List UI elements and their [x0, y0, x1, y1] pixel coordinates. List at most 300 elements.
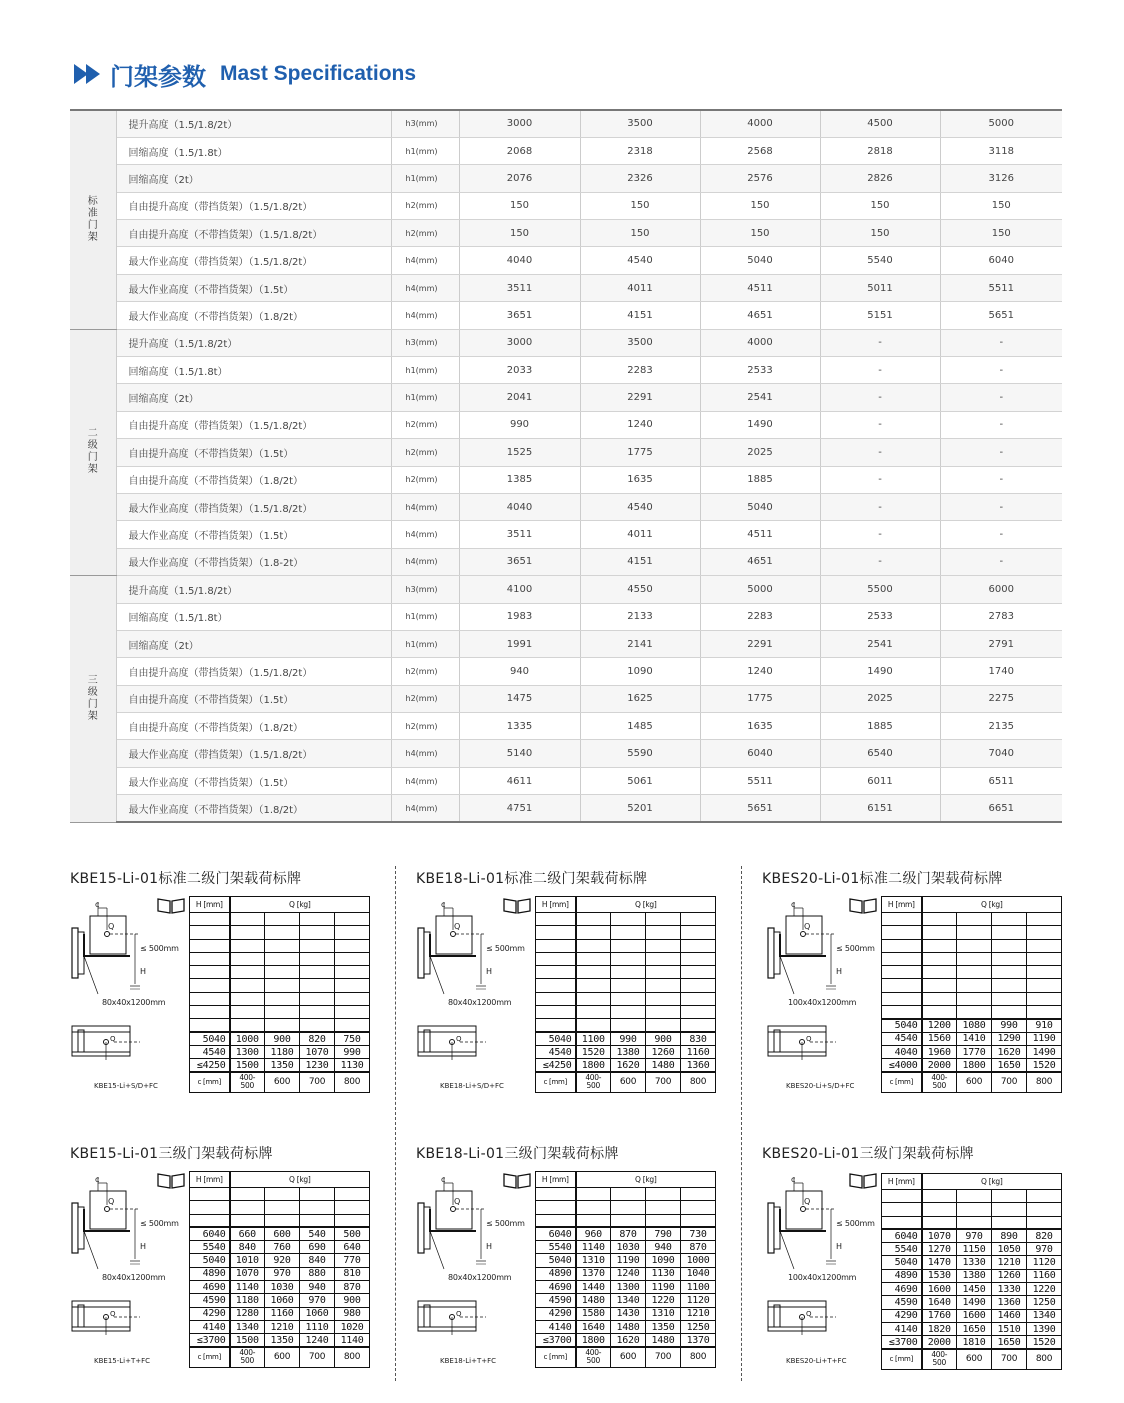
load-capacity: 2000	[922, 1059, 957, 1072]
spec-label: 自由提升高度（带挡货架）（1.5/1.8/2t）	[116, 192, 391, 219]
spec-value: 5511	[940, 274, 1062, 301]
empty-row	[882, 992, 1062, 1005]
load-row	[882, 1269, 1062, 1282]
empty-row	[190, 913, 370, 926]
spec-row	[70, 521, 1062, 548]
spec-row	[70, 576, 1062, 603]
spec-value: 4540	[580, 493, 700, 520]
load-capacity: 970	[265, 1267, 300, 1280]
spec-value: 4500	[820, 110, 940, 137]
load-height: 4140	[536, 1320, 576, 1333]
load-table	[189, 1171, 370, 1368]
load-capacity: 1210	[265, 1320, 300, 1333]
load-capacity: 730	[681, 1227, 716, 1240]
spec-value: 1775	[700, 685, 820, 712]
load-capacity: 1140	[335, 1334, 370, 1347]
load-height: 5040	[536, 1032, 576, 1045]
load-row	[882, 1019, 1062, 1032]
empty-row	[882, 966, 1062, 979]
empty-row	[536, 926, 716, 939]
load-capacity: 1130	[335, 1059, 370, 1072]
load-capacity: 990	[611, 1032, 646, 1045]
spec-value: 3651	[459, 302, 580, 329]
load-capacity: 900	[265, 1032, 300, 1045]
empty-row	[882, 1006, 1062, 1019]
load-table	[881, 896, 1062, 1093]
load-center: 400- 500	[922, 1072, 957, 1092]
q-symbol-plan: Q	[110, 1310, 116, 1318]
spec-group-label: 三级门架	[70, 576, 116, 823]
load-capacity: 1760	[922, 1309, 957, 1322]
load-row	[882, 1283, 1062, 1296]
load-table-header	[536, 1172, 716, 1188]
load-capacity: 820	[300, 1032, 335, 1045]
empty-row	[190, 1006, 370, 1019]
load-capacity: 1440	[576, 1281, 611, 1294]
load-capacity: 1650	[957, 1322, 992, 1335]
empty-row	[190, 952, 370, 965]
h-symbol: H	[486, 1242, 492, 1251]
h-header: H [mm]	[882, 1174, 922, 1190]
load-capacity: 1070	[300, 1045, 335, 1058]
spec-symbol: h1(mm)	[391, 137, 459, 164]
load-height: 4290	[190, 1307, 230, 1320]
load-capacity: 1120	[1027, 1256, 1062, 1269]
load-capacity: 1430	[611, 1307, 646, 1320]
load-center: 400- 500	[922, 1349, 957, 1369]
load-capacity: 820	[1027, 1229, 1062, 1242]
load-capacity: 940	[646, 1241, 681, 1254]
spec-label: 最大作业高度（不带挡货架）（1.5t）	[116, 274, 391, 301]
c-dim-symbol: c	[95, 900, 100, 909]
load-center: 700	[992, 1349, 1027, 1369]
load-capacity: 1520	[1027, 1059, 1062, 1072]
load-chart-title: KBE18-Li-01三级门架载荷标牌	[416, 1146, 619, 1162]
load-height: 4690	[190, 1281, 230, 1294]
load-capacity: 1150	[957, 1243, 992, 1256]
spec-value: -	[820, 411, 940, 438]
load-capacity: 1070	[922, 1229, 957, 1242]
spec-row	[70, 630, 1062, 657]
load-height: 4590	[536, 1294, 576, 1307]
load-height: 4540	[190, 1045, 230, 1058]
empty-row	[536, 1201, 716, 1214]
empty-row	[536, 1214, 716, 1227]
model-code: KBES20-Li+S/D+FC	[786, 1082, 855, 1090]
spec-row	[70, 548, 1062, 575]
dim-label: ≤ 500mm	[486, 1219, 525, 1228]
load-row	[536, 1059, 716, 1072]
load-capacity: 1640	[576, 1320, 611, 1333]
spec-value: 3000	[459, 110, 580, 137]
h-header: H [mm]	[536, 897, 576, 913]
load-capacity: 1370	[681, 1334, 716, 1347]
spec-symbol: h3(mm)	[391, 110, 459, 137]
load-center: 600	[957, 1072, 992, 1092]
empty-row	[190, 1019, 370, 1032]
spec-value: 2076	[459, 165, 580, 192]
load-center: 600	[611, 1347, 646, 1367]
load-capacity: 1000	[681, 1254, 716, 1267]
load-capacity: 1160	[265, 1307, 300, 1320]
spec-row	[70, 685, 1062, 712]
forklift-diagram	[70, 894, 188, 1094]
spec-label: 最大作业高度（不带挡货架）（1.5t）	[116, 521, 391, 548]
load-row	[190, 1281, 370, 1294]
load-center-row	[536, 1347, 716, 1367]
load-capacity: 1470	[922, 1256, 957, 1269]
spec-value: 2326	[580, 165, 700, 192]
q-symbol-plan: Q	[110, 1035, 116, 1043]
spec-value: 1485	[580, 713, 700, 740]
spec-value: 1885	[700, 466, 820, 493]
mast-spec-table	[70, 109, 1062, 823]
load-row	[882, 1032, 1062, 1045]
load-capacity: 770	[335, 1254, 370, 1267]
empty-row	[882, 979, 1062, 992]
spec-value: 4540	[580, 247, 700, 274]
empty-row	[190, 992, 370, 1005]
spec-symbol: h2(mm)	[391, 466, 459, 493]
spec-value: -	[820, 548, 940, 575]
spec-value: 5500	[820, 576, 940, 603]
h-symbol: H	[140, 967, 146, 976]
load-table-header	[536, 897, 716, 913]
spec-value: 1335	[459, 713, 580, 740]
spec-label: 最大作业高度（不带挡货架）（1.8/2t）	[116, 795, 391, 822]
load-capacity: 1620	[611, 1334, 646, 1347]
load-capacity: 1340	[1027, 1309, 1062, 1322]
spec-value: 7040	[940, 740, 1062, 767]
load-row	[190, 1334, 370, 1347]
spec-value: 2818	[820, 137, 940, 164]
load-capacity: 1120	[681, 1294, 716, 1307]
load-capacity: 1450	[957, 1283, 992, 1296]
load-height: 6040	[536, 1227, 576, 1240]
load-capacity: 1180	[230, 1294, 265, 1307]
load-center: 700	[646, 1347, 681, 1367]
load-capacity: 2000	[922, 1336, 957, 1349]
spec-row	[70, 274, 1062, 301]
spec-symbol: h4(mm)	[391, 795, 459, 822]
spec-label: 提升高度（1.5/1.8/2t）	[116, 576, 391, 603]
h-symbol: H	[836, 967, 842, 976]
spec-value: -	[940, 466, 1062, 493]
load-row	[190, 1032, 370, 1045]
empty-row	[882, 952, 1062, 965]
load-capacity: 1490	[957, 1296, 992, 1309]
q-header: Q [kg]	[576, 897, 716, 913]
load-height: 4690	[536, 1281, 576, 1294]
load-row	[536, 1045, 716, 1058]
load-capacity: 990	[335, 1045, 370, 1058]
load-center: 700	[300, 1347, 335, 1367]
spec-value: 2041	[459, 384, 580, 411]
load-center: 700	[300, 1072, 335, 1092]
spec-value: 4651	[700, 548, 820, 575]
spec-symbol: h2(mm)	[391, 658, 459, 685]
spec-value: 2025	[700, 439, 820, 466]
load-capacity: 1800	[957, 1059, 992, 1072]
load-capacity: 1240	[300, 1334, 335, 1347]
spec-value: 2135	[940, 713, 1062, 740]
spec-row	[70, 411, 1062, 438]
load-center: 400- 500	[576, 1072, 611, 1092]
empty-row	[882, 1203, 1062, 1216]
manual-book-icon	[848, 1172, 878, 1190]
q-symbol-plan: Q	[806, 1035, 812, 1043]
spec-value: 5040	[700, 493, 820, 520]
load-chart-card	[762, 868, 1082, 1098]
spec-value: 5061	[580, 767, 700, 794]
load-capacity: 1090	[646, 1254, 681, 1267]
load-row	[190, 1241, 370, 1254]
load-row	[536, 1281, 716, 1294]
load-row	[536, 1267, 716, 1280]
load-center: 400- 500	[230, 1347, 265, 1367]
load-capacity: 1520	[576, 1045, 611, 1058]
spec-symbol: h3(mm)	[391, 329, 459, 356]
load-capacity: 1460	[992, 1309, 1027, 1322]
fork-size: 80x40x1200mm	[448, 998, 512, 1007]
load-capacity: 1650	[992, 1336, 1027, 1349]
load-capacity: 1220	[646, 1294, 681, 1307]
load-capacity: 1140	[230, 1281, 265, 1294]
spec-value: 2133	[580, 603, 700, 630]
load-capacity: 1240	[611, 1267, 646, 1280]
spec-value: -	[940, 411, 1062, 438]
spec-symbol: h1(mm)	[391, 357, 459, 384]
spec-value: 5201	[580, 795, 700, 822]
spec-value: 4040	[459, 493, 580, 520]
spec-value: 3126	[940, 165, 1062, 192]
c-dim-symbol: c	[791, 1175, 796, 1184]
spec-value: -	[820, 329, 940, 356]
spec-symbol: h2(mm)	[391, 411, 459, 438]
fork-size: 100x40x1200mm	[788, 998, 857, 1007]
spec-row	[70, 165, 1062, 192]
h-header: H [mm]	[536, 1172, 576, 1188]
load-table-header	[882, 897, 1062, 913]
load-capacity: 900	[646, 1032, 681, 1045]
load-table	[535, 1171, 716, 1368]
spec-value: 4511	[700, 521, 820, 548]
empty-row	[882, 913, 1062, 926]
c-label: c [mm]	[882, 1349, 922, 1369]
load-height: 5540	[190, 1241, 230, 1254]
load-capacity: 1010	[230, 1254, 265, 1267]
load-row	[882, 1322, 1062, 1335]
empty-row	[536, 1006, 716, 1019]
q-symbol: Q	[454, 922, 461, 931]
spec-value: 150	[940, 192, 1062, 219]
load-height: ≤3700	[190, 1334, 230, 1347]
spec-value: 6540	[820, 740, 940, 767]
empty-row	[190, 1214, 370, 1227]
spec-value: 3500	[580, 329, 700, 356]
dim-label: ≤ 500mm	[836, 1219, 875, 1228]
load-row	[190, 1307, 370, 1320]
q-symbol: Q	[804, 1197, 811, 1206]
load-capacity: 1280	[230, 1307, 265, 1320]
load-capacity: 760	[265, 1241, 300, 1254]
load-height: ≤3700	[882, 1336, 922, 1349]
spec-value: 4751	[459, 795, 580, 822]
spec-value: 2533	[820, 603, 940, 630]
load-height: 6040	[190, 1227, 230, 1240]
load-capacity: 1390	[1027, 1322, 1062, 1335]
load-row	[190, 1254, 370, 1267]
load-capacity: 540	[300, 1227, 335, 1240]
load-capacity: 1650	[992, 1059, 1027, 1072]
spec-value: 1991	[459, 630, 580, 657]
load-capacity: 960	[576, 1227, 611, 1240]
dim-label: ≤ 500mm	[836, 944, 875, 953]
spec-value: 150	[820, 220, 940, 247]
forklift-diagram	[762, 894, 880, 1094]
spec-value: 4100	[459, 576, 580, 603]
spec-value: 150	[820, 192, 940, 219]
empty-row	[536, 1019, 716, 1032]
h-symbol: H	[486, 967, 492, 976]
load-capacity: 1130	[646, 1267, 681, 1280]
spec-value: 5651	[700, 795, 820, 822]
spec-group-label: 标准门架	[70, 110, 116, 329]
load-chart-title: KBES20-Li-01标准二级门架载荷标牌	[762, 871, 1003, 887]
load-row	[536, 1320, 716, 1333]
model-code: KBE18-Li+S/D+FC	[440, 1082, 504, 1090]
spec-symbol: h2(mm)	[391, 220, 459, 247]
spec-symbol: h1(mm)	[391, 630, 459, 657]
spec-label: 自由提升高度（带挡货架）（1.5/1.8/2t）	[116, 658, 391, 685]
load-capacity: 1260	[992, 1269, 1027, 1282]
empty-row	[882, 1190, 1062, 1203]
empty-row	[536, 979, 716, 992]
spec-label: 提升高度（1.5/1.8/2t）	[116, 329, 391, 356]
load-capacity: 1190	[1027, 1032, 1062, 1045]
spec-value: 3651	[459, 548, 580, 575]
section-title	[74, 58, 416, 90]
model-code: KBE15-Li+S/D+FC	[94, 1082, 158, 1090]
load-height: 4890	[882, 1269, 922, 1282]
load-chart-card	[70, 868, 390, 1098]
spec-label: 最大作业高度（不带挡货架）（1.8-2t）	[116, 548, 391, 575]
spec-value: 5651	[940, 302, 1062, 329]
dim-label: ≤ 500mm	[486, 944, 525, 953]
spec-value: 150	[700, 192, 820, 219]
load-center-row	[882, 1072, 1062, 1092]
load-capacity: 1270	[922, 1243, 957, 1256]
empty-row	[536, 952, 716, 965]
manual-book-icon	[502, 1172, 532, 1190]
load-capacity: 1480	[646, 1059, 681, 1072]
spec-value: 150	[940, 220, 1062, 247]
load-capacity: 1160	[681, 1045, 716, 1058]
load-capacity: 1310	[576, 1254, 611, 1267]
spec-value: 2533	[700, 357, 820, 384]
spec-value: 2291	[700, 630, 820, 657]
spec-value: 1475	[459, 685, 580, 712]
spec-value: 1090	[580, 658, 700, 685]
q-symbol-plan: Q	[456, 1035, 462, 1043]
load-table-header	[882, 1174, 1062, 1190]
load-capacity: 1410	[957, 1032, 992, 1045]
spec-value: -	[820, 493, 940, 520]
load-row	[190, 1227, 370, 1240]
fork-size: 80x40x1200mm	[102, 1273, 166, 1282]
load-height: 5040	[190, 1254, 230, 1267]
load-height: 4890	[536, 1267, 576, 1280]
load-capacity: 1100	[681, 1281, 716, 1294]
load-capacity: 1490	[1027, 1045, 1062, 1058]
load-capacity: 1300	[230, 1045, 265, 1058]
load-height: 5540	[882, 1243, 922, 1256]
spec-value: 5000	[940, 110, 1062, 137]
spec-row	[70, 740, 1062, 767]
load-height: 4290	[882, 1309, 922, 1322]
spec-symbol: h3(mm)	[391, 576, 459, 603]
load-capacity: 1350	[265, 1059, 300, 1072]
forklift-diagram	[762, 1169, 880, 1369]
spec-symbol: h1(mm)	[391, 384, 459, 411]
load-capacity: 1210	[681, 1307, 716, 1320]
spec-row	[70, 220, 1062, 247]
spec-symbol: h4(mm)	[391, 548, 459, 575]
load-height: 4590	[190, 1294, 230, 1307]
load-row	[882, 1309, 1062, 1322]
forklift-diagram	[70, 1169, 188, 1369]
load-capacity: 880	[300, 1267, 335, 1280]
q-symbol: Q	[454, 1197, 461, 1206]
load-center: 800	[335, 1347, 370, 1367]
spec-value: 6011	[820, 767, 940, 794]
spec-value: 5140	[459, 740, 580, 767]
empty-row	[536, 913, 716, 926]
h-symbol: H	[836, 1242, 842, 1251]
spec-value: 1240	[700, 658, 820, 685]
load-capacity: 1060	[300, 1307, 335, 1320]
load-center-row	[190, 1072, 370, 1092]
load-height: 4140	[882, 1322, 922, 1335]
spec-value: -	[940, 329, 1062, 356]
spec-value: 2541	[700, 384, 820, 411]
load-height: ≤4250	[536, 1059, 576, 1072]
spec-value: 3511	[459, 521, 580, 548]
spec-value: 4151	[580, 302, 700, 329]
column-divider	[395, 866, 396, 1381]
spec-value: 2025	[820, 685, 940, 712]
spec-value: 1490	[700, 411, 820, 438]
spec-value: 2576	[700, 165, 820, 192]
load-row	[536, 1334, 716, 1347]
spec-value: 2318	[580, 137, 700, 164]
load-chart-card	[70, 1143, 390, 1373]
load-capacity: 1250	[1027, 1296, 1062, 1309]
manual-book-icon	[156, 897, 186, 915]
load-capacity: 1500	[230, 1334, 265, 1347]
spec-label: 最大作业高度（不带挡货架）（1.5t）	[116, 767, 391, 794]
spec-label: 回缩高度（1.5/1.8t）	[116, 137, 391, 164]
load-height: 4290	[536, 1307, 576, 1320]
spec-symbol: h1(mm)	[391, 603, 459, 630]
load-height: 4540	[536, 1045, 576, 1058]
spec-row	[70, 795, 1062, 822]
load-chart-card	[416, 1143, 736, 1373]
dim-label: ≤ 500mm	[140, 1219, 179, 1228]
manual-book-icon	[502, 897, 532, 915]
spec-symbol: h4(mm)	[391, 302, 459, 329]
spec-symbol: h4(mm)	[391, 274, 459, 301]
